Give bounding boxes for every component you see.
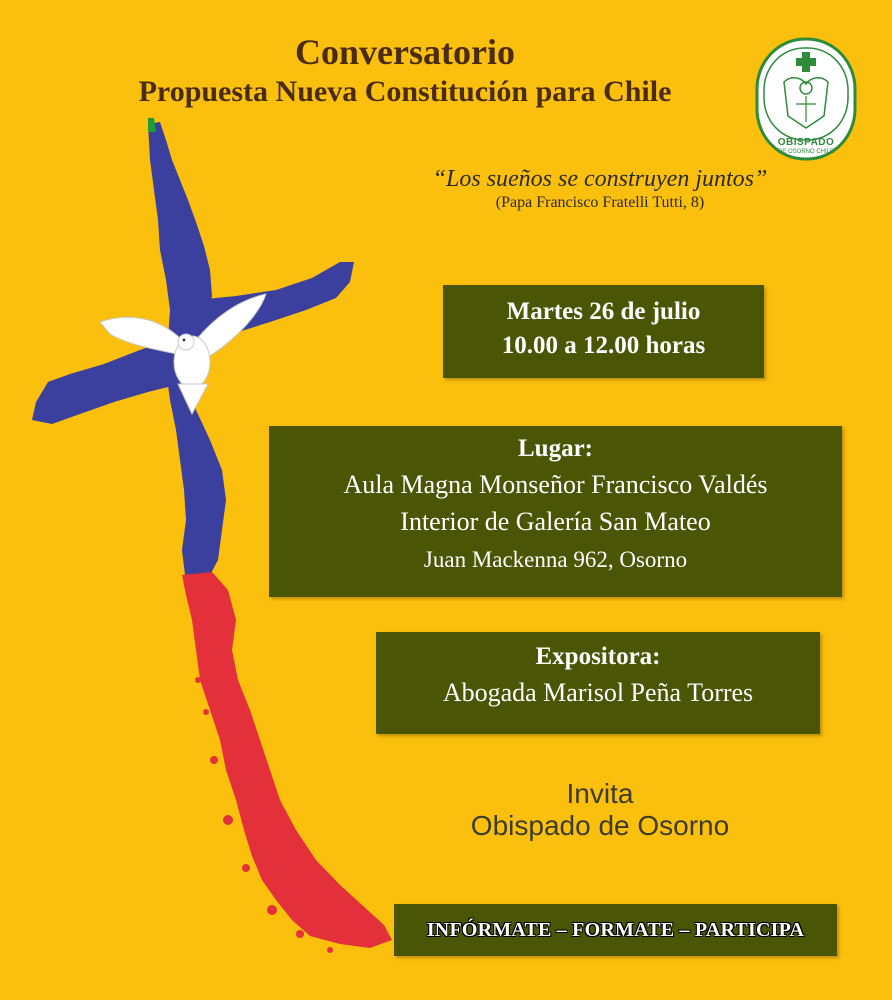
logo-label: OBISPADO (777, 137, 835, 148)
map-green-tip (148, 118, 156, 132)
speaker-box (376, 632, 820, 734)
venue-heading: Lugar: (518, 435, 593, 462)
speaker-name: Abogada Marisol Peña Torres (442, 678, 754, 707)
cta-text: INFÓRMATE – FORMATE – PARTICIPA (426, 918, 805, 941)
quote-block (360, 165, 840, 213)
venue-line-2: Interior de Galería San Mateo (400, 507, 711, 536)
venue-address: Juan Mackenna 962, Osorno (423, 547, 688, 572)
schedule-box (443, 285, 764, 378)
page-title-block (40, 30, 770, 110)
speaker-heading: Expositora: (535, 643, 661, 670)
cta-banner (394, 904, 837, 956)
logo-sublabel: DE OSORNO CHILE (777, 149, 834, 155)
page-title: Conversatorio (295, 32, 515, 72)
event-time: 10.00 a 12.00 horas (501, 332, 706, 359)
quote-source: (Papa Francisco Fratelli Tutti, 8) (495, 194, 705, 211)
venue-line-1: Aula Magna Monseñor Francisco Valdés (343, 470, 768, 499)
page-subtitle: Propuesta Nueva Constitución para Chile (138, 75, 672, 108)
invite-line-1: Invita (566, 778, 634, 809)
event-date: Martes 26 de julio (506, 298, 701, 325)
venue-box (269, 426, 842, 597)
invite-block (400, 778, 800, 842)
quote-text: “Los sueños se construyen juntos” (432, 166, 768, 192)
invite-line-2: Obispado de Osorno (470, 810, 730, 841)
